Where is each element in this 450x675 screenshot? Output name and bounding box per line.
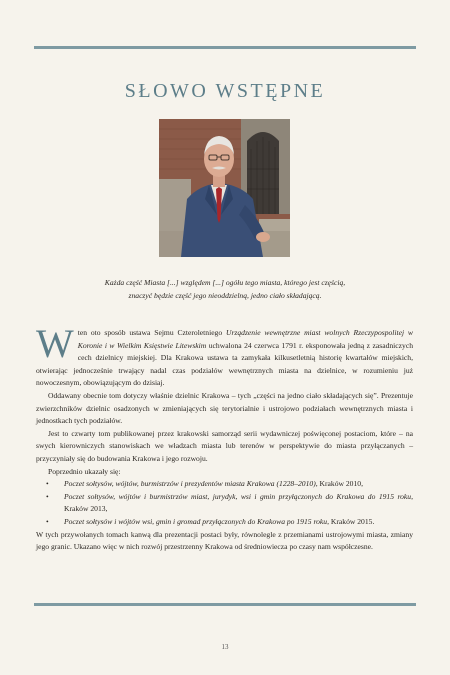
law-title: Urządzenie wewnętrzne miast wolnych Rzeczypospolitej w Koronie i w Wielkim Księstwie Litewskim [77,328,413,350]
bottom-rule [34,603,416,606]
list-item [36,491,413,516]
paragraph: Jest to czwarty tom publikowanej przez krakowski samorząd serii wydawniczej poświęconej postaciom, które – na swych kierowniczych stanowiskach we władzach miasta lub terenów w perspektywie do miasta przyłączanych – przyczyniały się do budowania Krakowa i jego rozwoju. [36,428,413,463]
epigraph-line: znaczyć będzie część jego nieoddzielną, jedno ciało składającą. [128,291,322,300]
previous-volumes-list [36,478,413,528]
book-title: Poczet sołtysów, wójtów, burmistrzów i prezydentów miasta Krakowa (1228–2010) [64,479,316,489]
list-item [36,478,413,491]
list-item [36,516,413,529]
body-text [36,321,413,554]
drop-cap: W [36,321,74,366]
text: uchwalona 24 czerwca 1791 r. eksponowała jedną z zasadniczych cech dzielnicy miejskiej. Dla Krakowa ustawa ta zamykała kilkusetletnią historię kwartałów miejskich, otwierając jednocześnie trwający nadal czas podziałów wewnętrznych miasta na dzielnice, w rozumieniu już nowoczesnym, obowiązującym do dzisiaj. [36,340,413,388]
epigraph [40,276,410,302]
book-title: Poczet sołtysów, wójtów i burmistrzów miast, jurydyk, wsi i gmin przyłączonych do Krakowa do 1915 roku [64,491,412,501]
paragraph: Poprzednio ukazały się: [48,466,121,476]
paragraph: W tych przywołanych tomach kanwą dla prezentacji postaci były, równolegle z przemianami ustrojowymi miasta, zmiany jego granic. Ukazano więc w nich rozwój przestrzenny Krakowa od średniowiecza po czasy nam współczesne. [36,529,413,552]
epigraph-line: Każda część Miasta [...] względem [...] ogółu tego miasta, którego jest częścią, [104,278,346,287]
page-number: 13 [221,643,229,651]
book-info: , Kraków 2013, [64,491,413,514]
page-title: SŁOWO WSTĘPNE [124,80,326,102]
book-title: Poczet sołtysów i wójtów wsi, gmin i gromad przyłączonych do Krakowa po 1915 roku [64,516,328,526]
text: ten oto sposób ustawa Sejmu Czteroletniego [77,328,226,337]
book-info: , Kraków 2010, [315,479,363,489]
author-photo [159,119,290,257]
top-rule [34,46,416,49]
paragraph: Oddawany obecnie tom dotyczy właśnie dzielnic Krakowa – tych „części na jedno ciało składających się”. Prezentuje zwierzchników dzielnic osadzonych w zmieniających się terytorialnie i ustrojowo podziałach wewnętrznych miasta i jednostkach tych podziałów. [36,390,413,426]
paragraph [36,321,413,390]
book-info: , Kraków 2015. [327,516,375,526]
